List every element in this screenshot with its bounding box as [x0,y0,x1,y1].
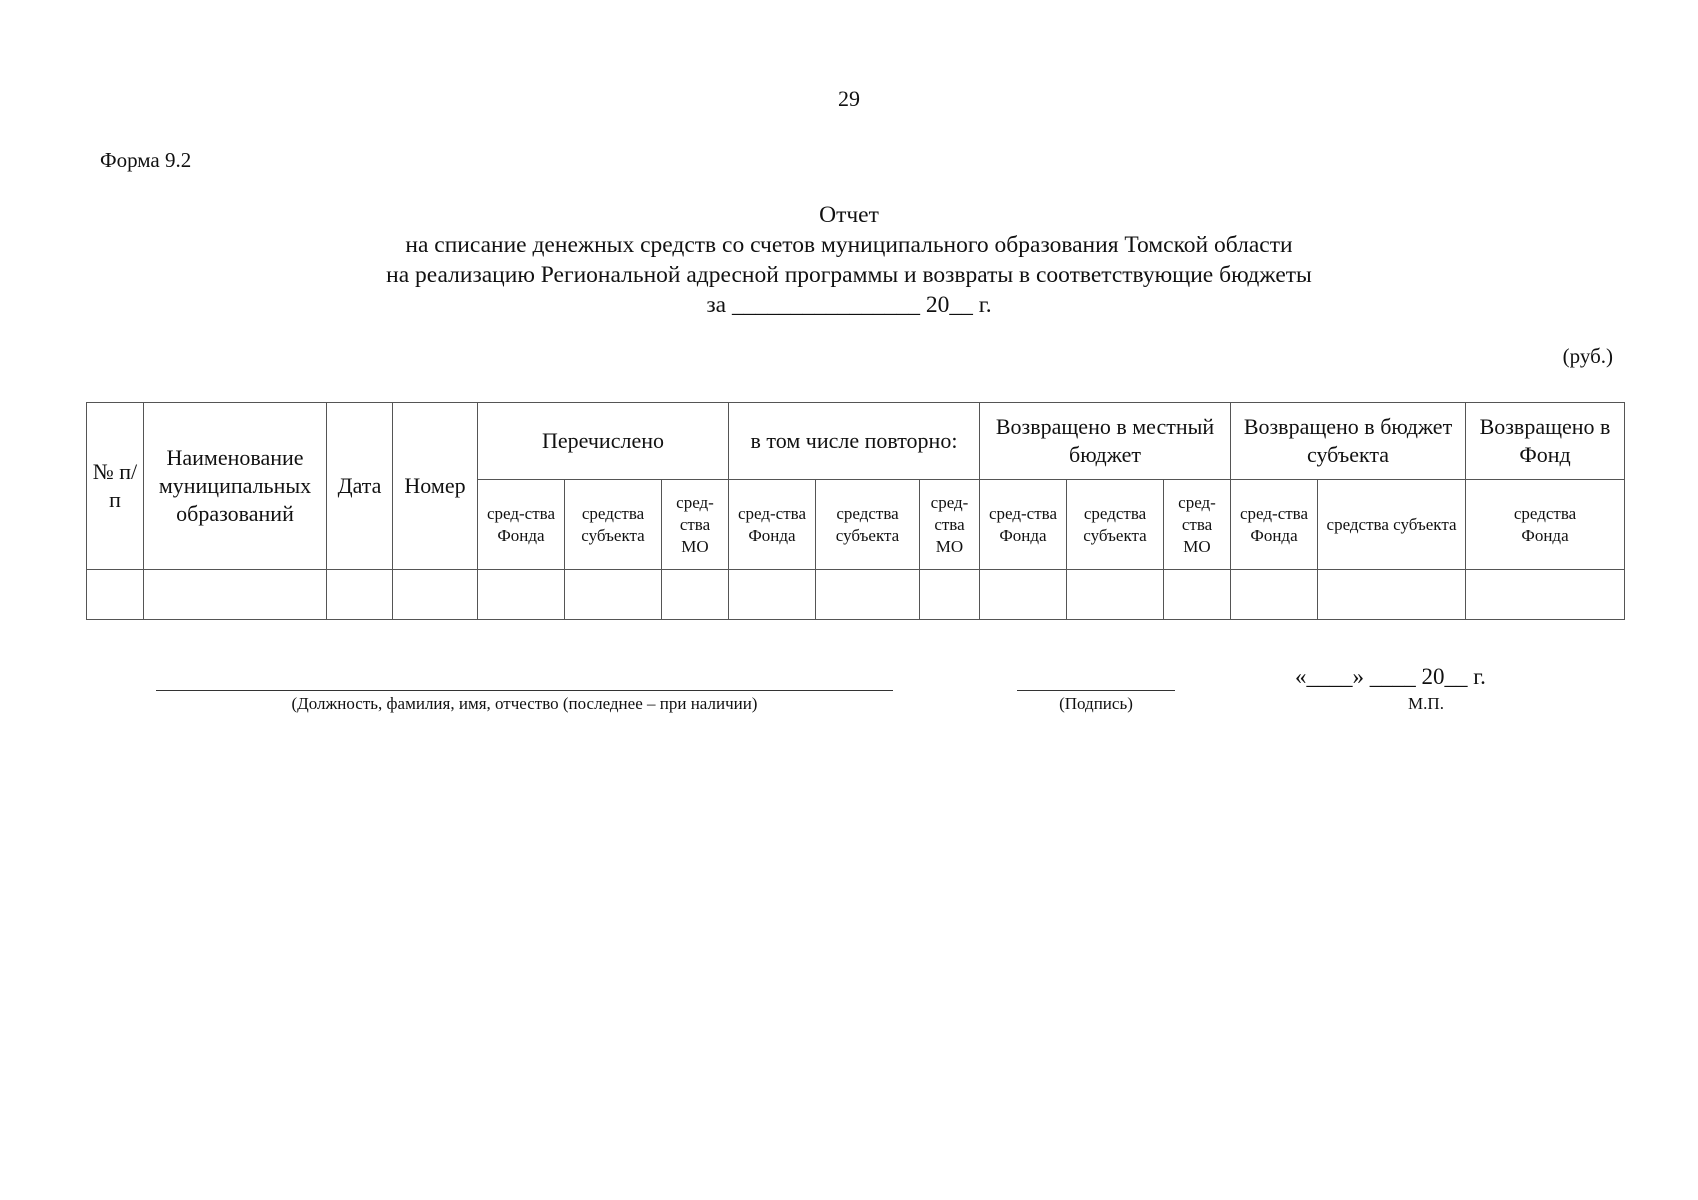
title-line-1: Отчет [819,202,879,228]
table-cell [1231,570,1318,620]
header-num: № п/п [87,403,144,570]
table-cell [478,570,565,620]
table-cell [87,570,144,620]
table-cell [729,570,816,620]
header-row-groups [87,403,1625,480]
signature-caption: (Подпись) [1059,694,1133,713]
page-number: 29 [838,86,860,111]
sub-subject: средства субъекта [1067,480,1164,570]
sub-mo: сред-ства МО [920,480,980,570]
title-line-4: за ________________ 20__ г. [706,292,992,318]
table-cell [662,570,729,620]
header-returned-fund: Возвращено в Фонд [1466,403,1625,480]
table-cell [144,570,327,620]
position-name-line [156,690,893,691]
title-line-3: на реализацию Региональной адресной программы и возвраты в соответствующие бюджеты [386,262,1312,288]
sub-subject: средства субъекта [1318,480,1466,570]
table-cell [816,570,920,620]
sub-fund: средства Фонда [1466,480,1625,570]
sub-fund: сред-ства Фонда [1231,480,1318,570]
table-cell [327,570,393,620]
title-line-2: на списание денежных средств со счетов муниципального образования Томской области [405,232,1293,258]
header-municipality-name: Наименование муниципальных образований [144,403,327,570]
report-title [0,200,1698,320]
sub-subject: средства субъекта [816,480,920,570]
position-name-caption: (Должность, фамилия, имя, отчество (последнее – при наличии) [291,694,758,713]
header-returned-local: Возвращено в местный бюджет [980,403,1231,480]
table-cell [1318,570,1466,620]
units-label: (руб.) [1562,344,1613,368]
table-cell [920,570,980,620]
date-field: «____» ____ 20__ г. [1295,664,1486,689]
header-number: Номер [393,403,478,570]
signature-line [1017,690,1175,691]
table-cell [1067,570,1164,620]
header-repeat: в том числе повторно: [729,403,980,480]
sub-subject: средства субъекта [565,480,662,570]
table-cell [980,570,1067,620]
table-cell [565,570,662,620]
table-cell [393,570,478,620]
stamp-caption: М.П. [1408,694,1444,713]
header-returned-subject: Возвращено в бюджет субъекта [1231,403,1466,480]
report-table [86,402,1625,620]
sub-mo: сред-ства МО [1164,480,1231,570]
table-cell [1466,570,1625,620]
header-date: Дата [327,403,393,570]
sub-fund: сред-ства Фонда [980,480,1067,570]
sub-fund: сред-ства Фонда [729,480,816,570]
sub-mo: сред-ства МО [662,480,729,570]
table-row [87,570,1625,620]
header-transferred: Перечислено [478,403,729,480]
form-label: Форма 9.2 [100,148,192,172]
sub-fund: сред-ства Фонда [478,480,565,570]
table-cell [1164,570,1231,620]
